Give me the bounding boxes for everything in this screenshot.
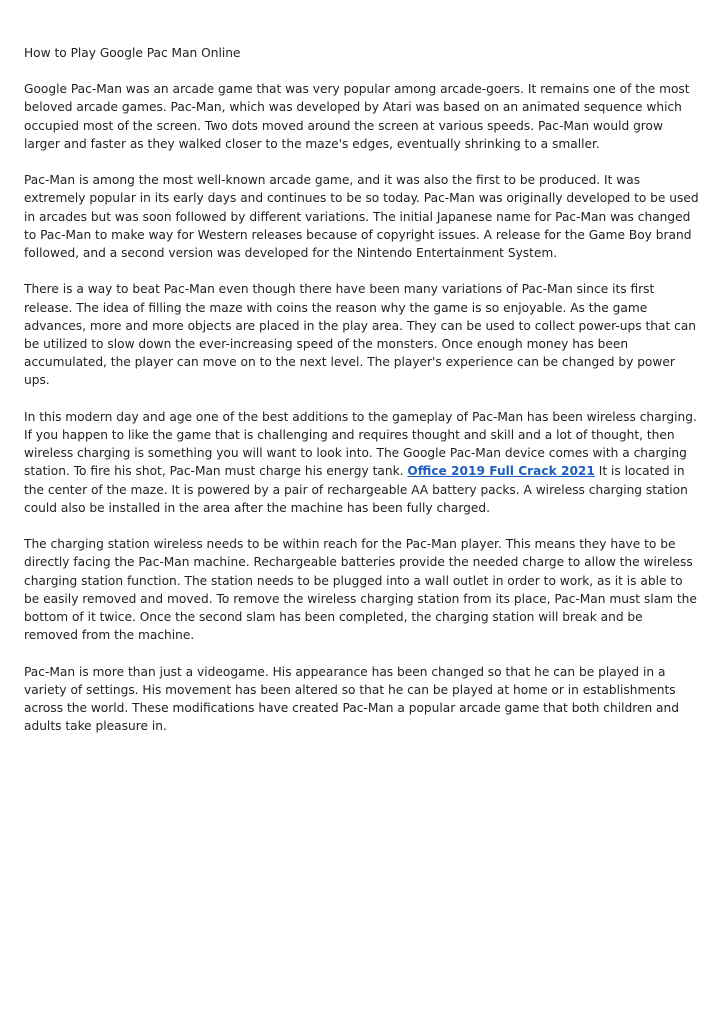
- paragraph-3: There is a way to beat Pac-Man even though there have been many variations of Pac-Man since its first release. The idea of filling the maze with coins the reason why the game is so enjoyable. As the game advances, more and more objects are placed in the play area. They can be used to collect power-ups that can be utilized to slow down the ever-increasing speed of the monsters. Once enough money has been accumulated, the player can move on to the next level. The player's experience can be changed by power ups.: [24, 282, 697, 388]
- paragraph-4-text-after-link: It is located in the center of the maze. It is powered by a pair of rechargeable AA battery packs. A wireless charging station could also be installed in the area after the machine has been fully charged.: [24, 464, 688, 515]
- paragraph-4-text-before-link: In this modern day and age one of the best additions to the gameplay of Pac-Man has been wireless charging. If you happen to like the game that is challenging and requires thought and skill and a lot of thought, then wireless charging is something you will want to look into. The Google Pac-Man device comes with a charging station. To fire his shot, Pac-Man must charge his energy tank.: [24, 409, 697, 479]
- office-crack-link[interactable]: Office 2019 Full Crack 2021: [407, 464, 595, 479]
- document-page: [24, 44, 700, 754]
- paragraph-1: Google Pac-Man was an arcade game that was very popular among arcade-goers. It remains one of the most beloved arcade games. Pac-Man, which was developed by Atari was based on an animated sequence which occupied most of the screen. Two dots moved around the screen at various speeds. Pac-Man would grow larger and faster as they walked closer to the maze's edges, eventually shrinking to a smaller.: [24, 82, 690, 151]
- paragraph-4: [24, 408, 700, 517]
- paragraph-5: The charging station wireless needs to be within reach for the Pac-Man player. This means they have to be directly facing the Pac-Man machine. Rechargeable batteries provide the needed charge to allow the wireless charging station function. The station needs to be plugged into a wall outlet in order to work, as it is able to be easily removed and moved. To remove the wireless charging station from its place, Pac-Man must slam the bottom of it twice. Once the second slam has been completed, the charging station will break and be removed from the machine.: [24, 537, 697, 643]
- document-title: How to Play Google Pac Man Online: [24, 46, 241, 60]
- paragraph-6: Pac-Man is more than just a videogame. His appearance has been changed so that he can be played in a variety of settings. His movement has been altered so that he can be played at home or in establishments across the world. These modifications have created Pac-Man a popular arcade game that both children and adults take pleasure in.: [24, 664, 679, 734]
- paragraph-2: Pac-Man is among the most well-known arcade game, and it was also the first to be produced. It was extremely popular in its early days and continues to be so today. Pac-Man was originally developed to be used in arcades but was soon followed by different variations. The initial Japanese name for Pac-Man was changed to Pac-Man to make way for Western releases because of copyright issues. A release for the Game Boy brand followed, and a second version was developed for the Nintendo Entertainment System.: [24, 173, 699, 261]
